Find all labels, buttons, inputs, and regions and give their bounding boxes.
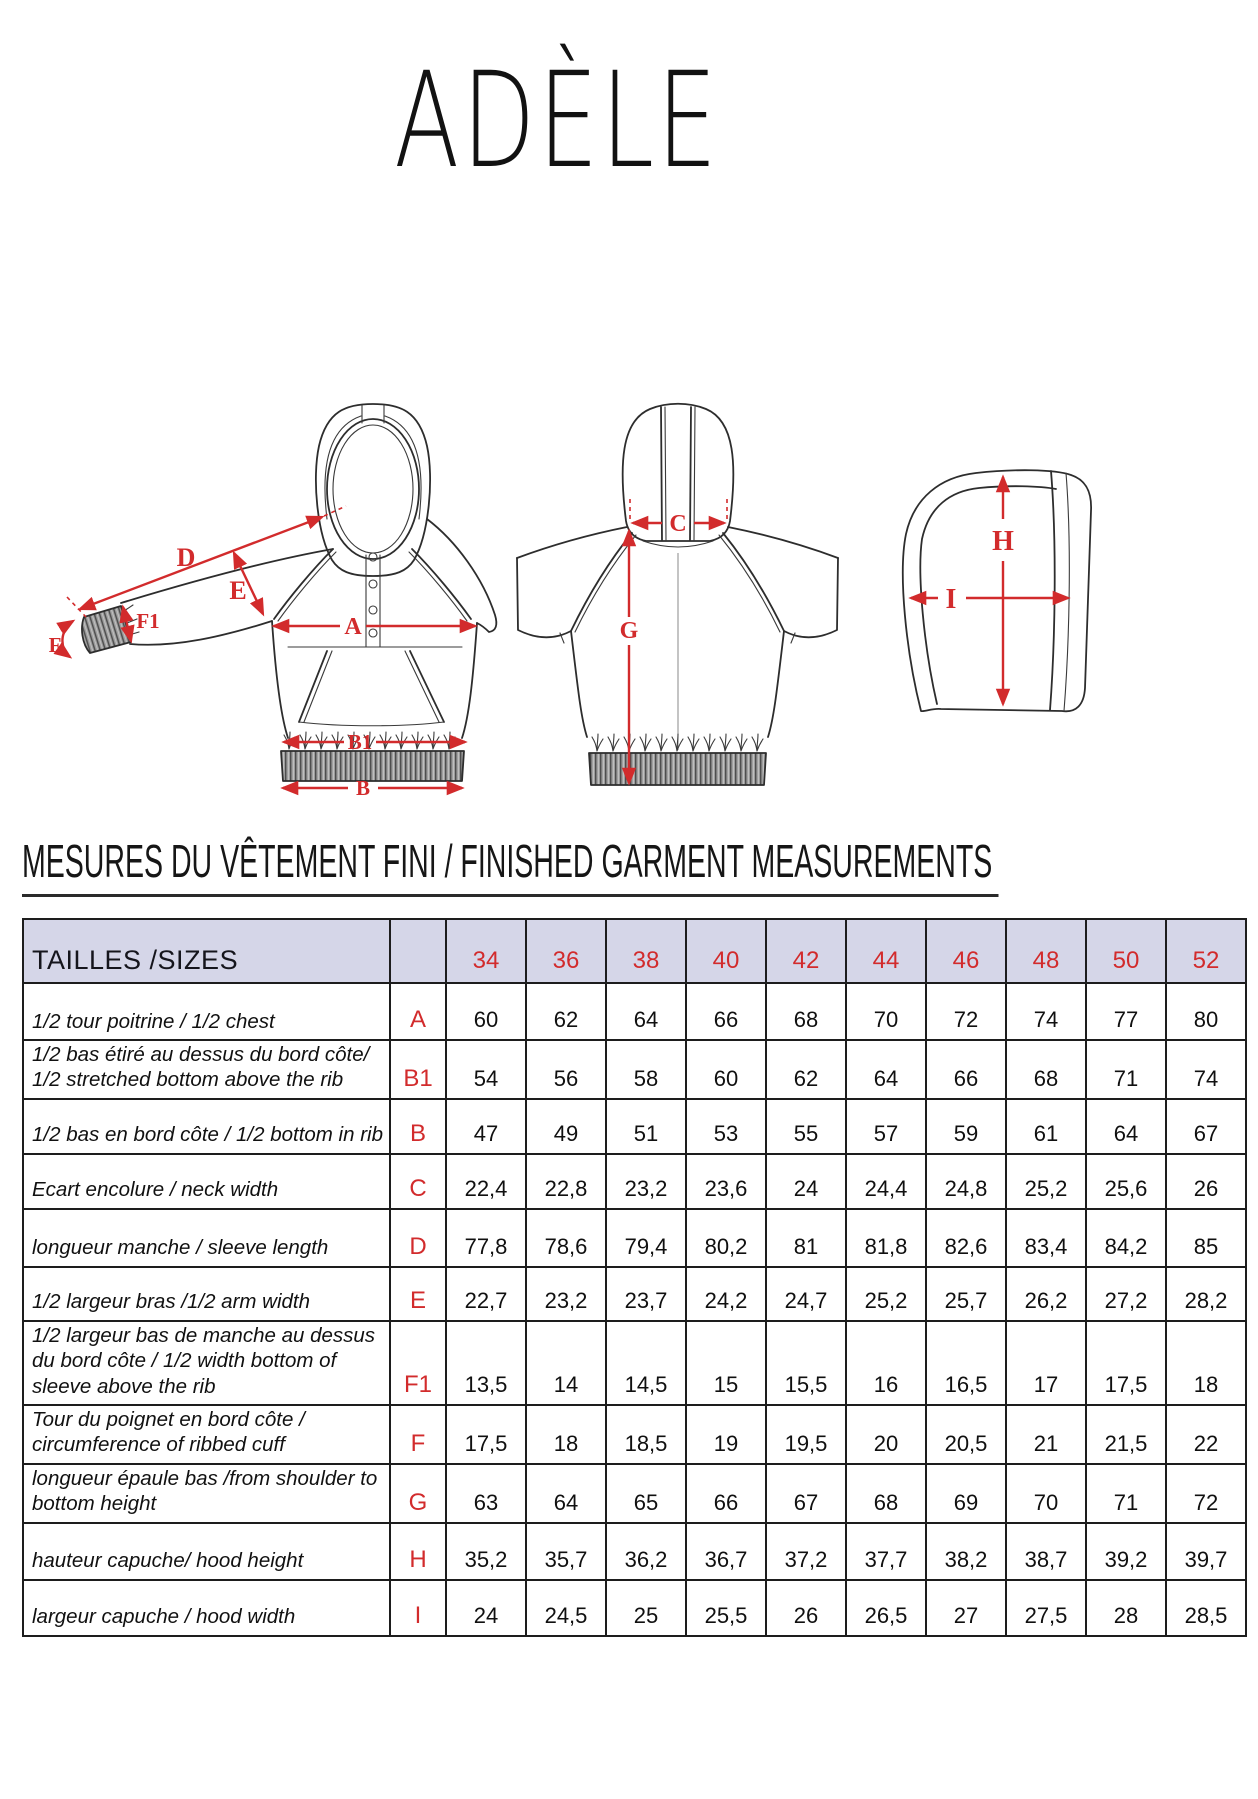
measurement-value: 60 <box>446 983 526 1040</box>
table-row <box>23 1405 1246 1464</box>
measure-label-e: E <box>229 576 247 605</box>
table-header-label: TAILLES /SIZES <box>23 919 390 983</box>
measurement-label: longueur manche / sleeve length <box>23 1209 390 1267</box>
technical-drawings <box>0 330 1258 800</box>
measurement-value: 37,2 <box>766 1523 846 1580</box>
measurement-value: 24,2 <box>686 1267 766 1321</box>
measure-arrow-D <box>67 506 346 617</box>
size-header: 44 <box>846 919 926 983</box>
measurement-value: 21,5 <box>1086 1405 1166 1464</box>
measurement-value: 79,4 <box>606 1209 686 1267</box>
measurement-code: H <box>390 1523 446 1580</box>
measure-label-d: D <box>176 543 196 572</box>
measurement-value: 63 <box>446 1464 526 1523</box>
measurement-value: 18,5 <box>606 1405 686 1464</box>
measurement-value: 51 <box>606 1099 686 1154</box>
measurement-value: 23,2 <box>526 1267 606 1321</box>
measurement-value: 36,2 <box>606 1523 686 1580</box>
front-placket <box>366 555 380 647</box>
measurement-value: 22,8 <box>526 1154 606 1209</box>
measure-label-g: G <box>619 618 639 644</box>
measurement-value: 85 <box>1166 1209 1246 1267</box>
measurement-label: Ecart encolure / neck width <box>23 1154 390 1209</box>
measurement-value: 55 <box>766 1099 846 1154</box>
measurement-value: 15 <box>686 1321 766 1405</box>
snap-button <box>369 629 377 637</box>
snap-button <box>369 580 377 588</box>
measurement-value: 24,5 <box>526 1580 606 1636</box>
measurement-value: 24,4 <box>846 1154 926 1209</box>
measurement-value: 35,7 <box>526 1523 606 1580</box>
measure-label-c: C <box>669 511 687 537</box>
size-header: 38 <box>606 919 686 983</box>
size-header: 42 <box>766 919 846 983</box>
table-row <box>23 1267 1246 1321</box>
measurement-label: Tour du poignet en bord côte / circumference of ribbed cuff <box>23 1405 390 1464</box>
measurement-value: 28,5 <box>1166 1580 1246 1636</box>
page-title: ADÈLE <box>394 44 720 198</box>
measurement-value: 39,7 <box>1166 1523 1246 1580</box>
measurement-value: 22 <box>1166 1405 1246 1464</box>
table-row <box>23 1154 1246 1209</box>
measurement-value: 49 <box>526 1099 606 1154</box>
measurement-value: 17 <box>1006 1321 1086 1405</box>
measurement-value: 70 <box>846 983 926 1040</box>
measurement-value: 25,5 <box>686 1580 766 1636</box>
measurement-value: 25 <box>606 1580 686 1636</box>
measurement-code: E <box>390 1267 446 1321</box>
measurement-value: 72 <box>1166 1464 1246 1523</box>
measurement-value: 64 <box>526 1464 606 1523</box>
measure-label-h: H <box>992 526 1014 557</box>
measurement-value: 68 <box>1006 1040 1086 1099</box>
front-view-drawing <box>49 404 497 800</box>
measure-label-i: I <box>945 584 957 615</box>
measurement-label: longueur épaule bas /from shoulder to bottom height <box>23 1464 390 1523</box>
measurement-value: 26,2 <box>1006 1267 1086 1321</box>
measurement-value: 18 <box>1166 1321 1246 1405</box>
code-column-header <box>390 919 446 983</box>
measurement-value: 71 <box>1086 1464 1166 1523</box>
measurement-value: 62 <box>526 983 606 1040</box>
measurement-value: 54 <box>446 1040 526 1099</box>
measurement-value: 37,7 <box>846 1523 926 1580</box>
measurement-value: 16 <box>846 1321 926 1405</box>
measurement-value: 47 <box>446 1099 526 1154</box>
measurement-value: 62 <box>766 1040 846 1099</box>
size-header: 34 <box>446 919 526 983</box>
measurement-value: 57 <box>846 1099 926 1154</box>
table-row <box>23 983 1246 1040</box>
measurement-value: 19,5 <box>766 1405 846 1464</box>
measurement-value: 78,6 <box>526 1209 606 1267</box>
measurement-value: 24 <box>446 1580 526 1636</box>
measurement-value: 22,7 <box>446 1267 526 1321</box>
table-row <box>23 1040 1246 1099</box>
measurement-label: 1/2 tour poitrine / 1/2 chest <box>23 983 390 1040</box>
size-header: 50 <box>1086 919 1166 983</box>
table-body <box>23 983 1246 1636</box>
measurement-value: 77,8 <box>446 1209 526 1267</box>
measurement-label: 1/2 largeur bas de manche au dessus du bord côte / 1/2 width bottom of sleeve above the rib <box>23 1321 390 1405</box>
measurement-value: 19 <box>686 1405 766 1464</box>
measurement-value: 25,6 <box>1086 1154 1166 1209</box>
measurement-value: 28 <box>1086 1580 1166 1636</box>
snap-button <box>369 606 377 614</box>
measurement-value: 38,7 <box>1006 1523 1086 1580</box>
table-row <box>23 1099 1246 1154</box>
hood-view-drawing <box>903 470 1091 711</box>
section-heading: MESURES DU VÊTEMENT FINI / FINISHED GARMENT MEASUREMENTS <box>22 836 999 897</box>
measurement-value: 80,2 <box>686 1209 766 1267</box>
measurement-value: 20,5 <box>926 1405 1006 1464</box>
measurement-label: 1/2 bas en bord côte / 1/2 bottom in rib <box>23 1099 390 1154</box>
measurement-label: largeur capuche / hood width <box>23 1580 390 1636</box>
size-header: 46 <box>926 919 1006 983</box>
measurement-value: 61 <box>1006 1099 1086 1154</box>
measurement-value: 69 <box>926 1464 1006 1523</box>
measurement-value: 24,7 <box>766 1267 846 1321</box>
measurement-value: 64 <box>846 1040 926 1099</box>
back-view-drawing <box>517 404 838 785</box>
table-row <box>23 1321 1246 1405</box>
measurement-value: 66 <box>686 983 766 1040</box>
measurement-code: A <box>390 983 446 1040</box>
measurement-value: 26 <box>1166 1154 1246 1209</box>
measurement-value: 84,2 <box>1086 1209 1166 1267</box>
measurement-value: 23,6 <box>686 1154 766 1209</box>
measurement-value: 22,4 <box>446 1154 526 1209</box>
table-row <box>23 1580 1246 1636</box>
measure-arrow-H <box>992 477 1014 704</box>
measurement-value: 14 <box>526 1321 606 1405</box>
measurement-value: 24,8 <box>926 1154 1006 1209</box>
measure-label-a: A <box>344 614 362 640</box>
measurement-label: 1/2 bas étiré au dessus du bord côte/ 1/2 stretched bottom above the rib <box>23 1040 390 1099</box>
measurement-value: 64 <box>606 983 686 1040</box>
measurement-code: F <box>390 1405 446 1464</box>
measurement-value: 23,2 <box>606 1154 686 1209</box>
measurement-value: 17,5 <box>446 1405 526 1464</box>
measurement-value: 39,2 <box>1086 1523 1166 1580</box>
measurement-value: 81 <box>766 1209 846 1267</box>
table-row <box>23 1464 1246 1523</box>
measurement-value: 83,4 <box>1006 1209 1086 1267</box>
measurement-value: 27,5 <box>1006 1580 1086 1636</box>
measurement-value: 80 <box>1166 983 1246 1040</box>
table-row <box>23 1209 1246 1267</box>
measurement-value: 68 <box>766 983 846 1040</box>
measurement-value: 35,2 <box>446 1523 526 1580</box>
measurement-value: 74 <box>1006 983 1086 1040</box>
measurement-value: 53 <box>686 1099 766 1154</box>
measure-arrow-I <box>911 584 1068 615</box>
measurement-value: 25,2 <box>846 1267 926 1321</box>
measurement-value: 25,2 <box>1006 1154 1086 1209</box>
measurement-code: F1 <box>390 1321 446 1405</box>
front-rib-hem <box>281 751 464 781</box>
measure-arrow-C <box>630 499 727 537</box>
back-rib-hem <box>589 753 766 785</box>
size-header: 40 <box>686 919 766 983</box>
measurement-value: 67 <box>1166 1099 1246 1154</box>
measurement-value: 21 <box>1006 1405 1086 1464</box>
measurement-value: 28,2 <box>1166 1267 1246 1321</box>
measurement-value: 71 <box>1086 1040 1166 1099</box>
measurement-code: B <box>390 1099 446 1154</box>
measurement-code: B1 <box>390 1040 446 1099</box>
measurement-code: C <box>390 1154 446 1209</box>
measurement-value: 36,7 <box>686 1523 766 1580</box>
measure-arrow-G <box>620 531 639 783</box>
measure-arrow-E <box>229 553 263 614</box>
measurement-value: 58 <box>606 1040 686 1099</box>
measurement-label: 1/2 largeur bras /1/2 arm width <box>23 1267 390 1321</box>
back-hem-gathers <box>592 734 763 751</box>
measure-label-f: F <box>48 633 62 657</box>
measurement-value: 66 <box>926 1040 1006 1099</box>
measurement-value: 72 <box>926 983 1006 1040</box>
measure-label-b: B <box>355 776 371 800</box>
measurement-value: 66 <box>686 1464 766 1523</box>
size-header: 48 <box>1006 919 1086 983</box>
measurement-code: D <box>390 1209 446 1267</box>
measurement-value: 13,5 <box>446 1321 526 1405</box>
measurement-value: 26 <box>766 1580 846 1636</box>
measure-label-f1: F1 <box>136 609 160 633</box>
measurement-value: 65 <box>606 1464 686 1523</box>
measurements-table <box>22 918 1247 1637</box>
size-header: 36 <box>526 919 606 983</box>
measurement-value: 24 <box>766 1154 846 1209</box>
measurement-value: 60 <box>686 1040 766 1099</box>
measurement-label: hauteur capuche/ hood height <box>23 1523 390 1580</box>
measurement-value: 38,2 <box>926 1523 1006 1580</box>
measurement-value: 17,5 <box>1086 1321 1166 1405</box>
measurement-value: 25,7 <box>926 1267 1006 1321</box>
size-header: 52 <box>1166 919 1246 983</box>
measure-arrow-F <box>49 621 73 657</box>
measurement-value: 18 <box>526 1405 606 1464</box>
measurement-value: 64 <box>1086 1099 1166 1154</box>
measurement-value: 77 <box>1086 983 1166 1040</box>
measurement-value: 82,6 <box>926 1209 1006 1267</box>
measurement-code: I <box>390 1580 446 1636</box>
measurement-value: 16,5 <box>926 1321 1006 1405</box>
measurement-code: G <box>390 1464 446 1523</box>
measurement-value: 70 <box>1006 1464 1086 1523</box>
measurement-value: 26,5 <box>846 1580 926 1636</box>
measurement-value: 23,7 <box>606 1267 686 1321</box>
measurement-value: 27 <box>926 1580 1006 1636</box>
measurement-value: 68 <box>846 1464 926 1523</box>
measurement-value: 14,5 <box>606 1321 686 1405</box>
measurement-value: 81,8 <box>846 1209 926 1267</box>
measurement-value: 59 <box>926 1099 1006 1154</box>
measurement-value: 27,2 <box>1086 1267 1166 1321</box>
table-header-row <box>23 919 1246 983</box>
measurement-value: 15,5 <box>766 1321 846 1405</box>
table-row <box>23 1523 1246 1580</box>
measurement-value: 74 <box>1166 1040 1246 1099</box>
measurement-value: 20 <box>846 1405 926 1464</box>
measurement-value: 56 <box>526 1040 606 1099</box>
measure-arrow-A <box>274 614 475 640</box>
measurement-value: 67 <box>766 1464 846 1523</box>
measure-label-b1: B1 <box>347 730 373 754</box>
